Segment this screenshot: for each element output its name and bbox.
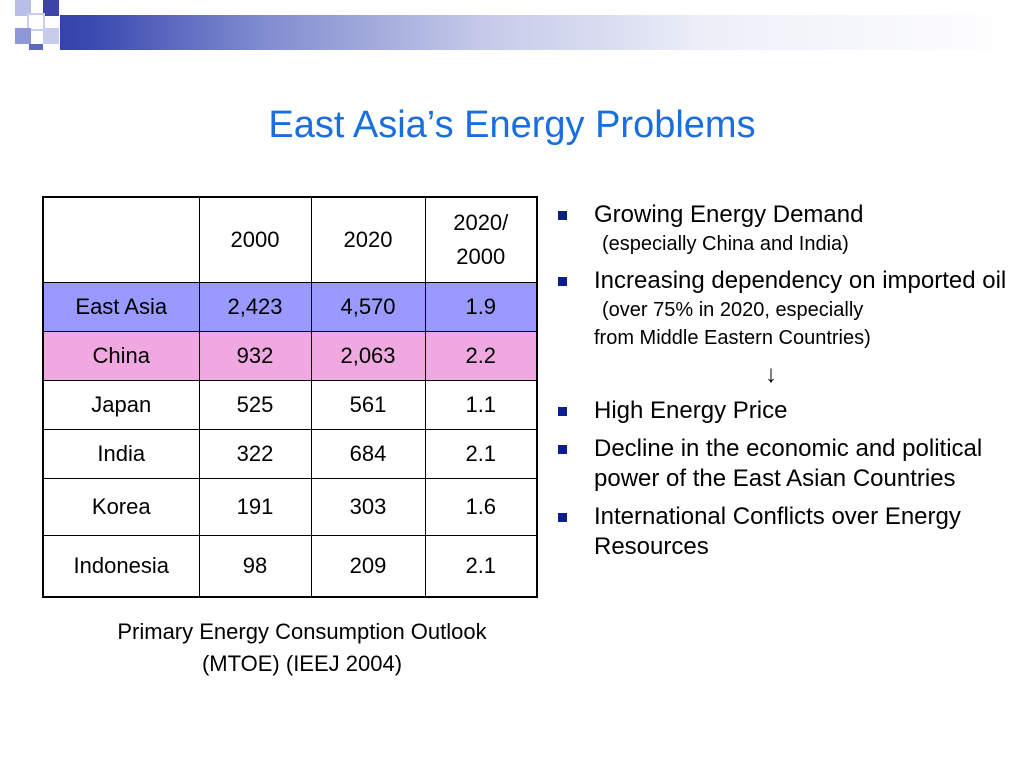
- ratio-cell: 1.9: [425, 283, 537, 332]
- table-row: [43, 332, 537, 381]
- bullet-text: Decline in the economic and political power of the East Asian Countries: [594, 435, 983, 492]
- value-2000-cell: 322: [199, 430, 311, 479]
- bullet-list: [556, 200, 1016, 570]
- list-item: [556, 396, 1016, 426]
- square-bullet-icon: [558, 407, 567, 416]
- energy-consumption-table: [42, 196, 538, 598]
- list-item: [556, 200, 1016, 258]
- region-cell: India: [43, 430, 199, 479]
- bullet-subtext: from Middle Eastern Countries): [594, 327, 871, 349]
- ratio-cell: 2.1: [425, 536, 537, 598]
- region-cell: Korea: [43, 479, 199, 536]
- header-cell-2000: 2000: [199, 197, 311, 283]
- table-row: [43, 536, 537, 598]
- bullet-subtext: (especially China and India): [602, 233, 849, 255]
- ratio-cell: 1.6: [425, 479, 537, 536]
- table-row: [43, 479, 537, 536]
- value-2000-cell: 98: [199, 536, 311, 598]
- list-item: [556, 502, 1016, 562]
- decorative-square: [15, 28, 31, 44]
- ratio-cell: 1.1: [425, 381, 537, 430]
- decorative-square: [15, 0, 31, 16]
- value-2000-cell: 191: [199, 479, 311, 536]
- value-2020-cell: 684: [311, 430, 425, 479]
- value-2020-cell: 561: [311, 381, 425, 430]
- decorative-square: [43, 28, 59, 44]
- bullet-text: Increasing dependency on imported oil: [594, 267, 1007, 294]
- decorative-square: [29, 44, 43, 50]
- header-cell-ratio: [425, 197, 537, 283]
- region-cell: Japan: [43, 381, 199, 430]
- ratio-cell: 2.1: [425, 430, 537, 479]
- bullet-text: International Conflicts over Energy Resources: [594, 503, 961, 560]
- value-2020-cell: 209: [311, 536, 425, 598]
- region-cell: East Asia: [43, 283, 199, 332]
- header-ratio-line2: 2000: [456, 244, 506, 269]
- value-2020-cell: 4,570: [311, 283, 425, 332]
- value-2000-cell: 525: [199, 381, 311, 430]
- bullet-subtext: (over 75% in 2020, especially: [602, 299, 864, 321]
- list-item: [556, 266, 1016, 352]
- square-bullet-icon: [558, 513, 567, 522]
- square-bullet-icon: [558, 211, 567, 220]
- decorative-square: [43, 0, 59, 16]
- header-gradient-bar: [0, 0, 1024, 50]
- slide-title: East Asia’s Energy Problems: [268, 104, 756, 146]
- region-cell: China: [43, 332, 199, 381]
- ratio-cell: 2.2: [425, 332, 537, 381]
- decorative-square: [29, 15, 43, 29]
- caption-line-1: Primary Energy Consumption Outlook: [117, 619, 487, 644]
- list-item: [556, 434, 1016, 494]
- region-cell: Indonesia: [43, 536, 199, 598]
- value-2000-cell: 932: [199, 332, 311, 381]
- square-bullet-icon: [558, 277, 567, 286]
- value-2020-cell: 2,063: [311, 332, 425, 381]
- table-header-row: [43, 197, 537, 283]
- bullet-text: Growing Energy Demand: [594, 201, 864, 228]
- caption-line-2: (MTOE) (IEEJ 2004): [201, 651, 403, 676]
- value-2020-cell: 303: [311, 479, 425, 536]
- value-2000-cell: 2,423: [199, 283, 311, 332]
- table-row: [43, 430, 537, 479]
- table-row: [43, 283, 537, 332]
- header-ratio-line1: 2020/: [453, 210, 509, 235]
- table-row: [43, 381, 537, 430]
- square-bullet-icon: [558, 445, 567, 454]
- down-arrow-icon: ↓: [765, 361, 777, 388]
- header-cell-2020: 2020: [311, 197, 425, 283]
- table-caption: [42, 616, 562, 680]
- bullet-text: High Energy Price: [594, 397, 788, 424]
- header-cell-empty: [43, 197, 199, 283]
